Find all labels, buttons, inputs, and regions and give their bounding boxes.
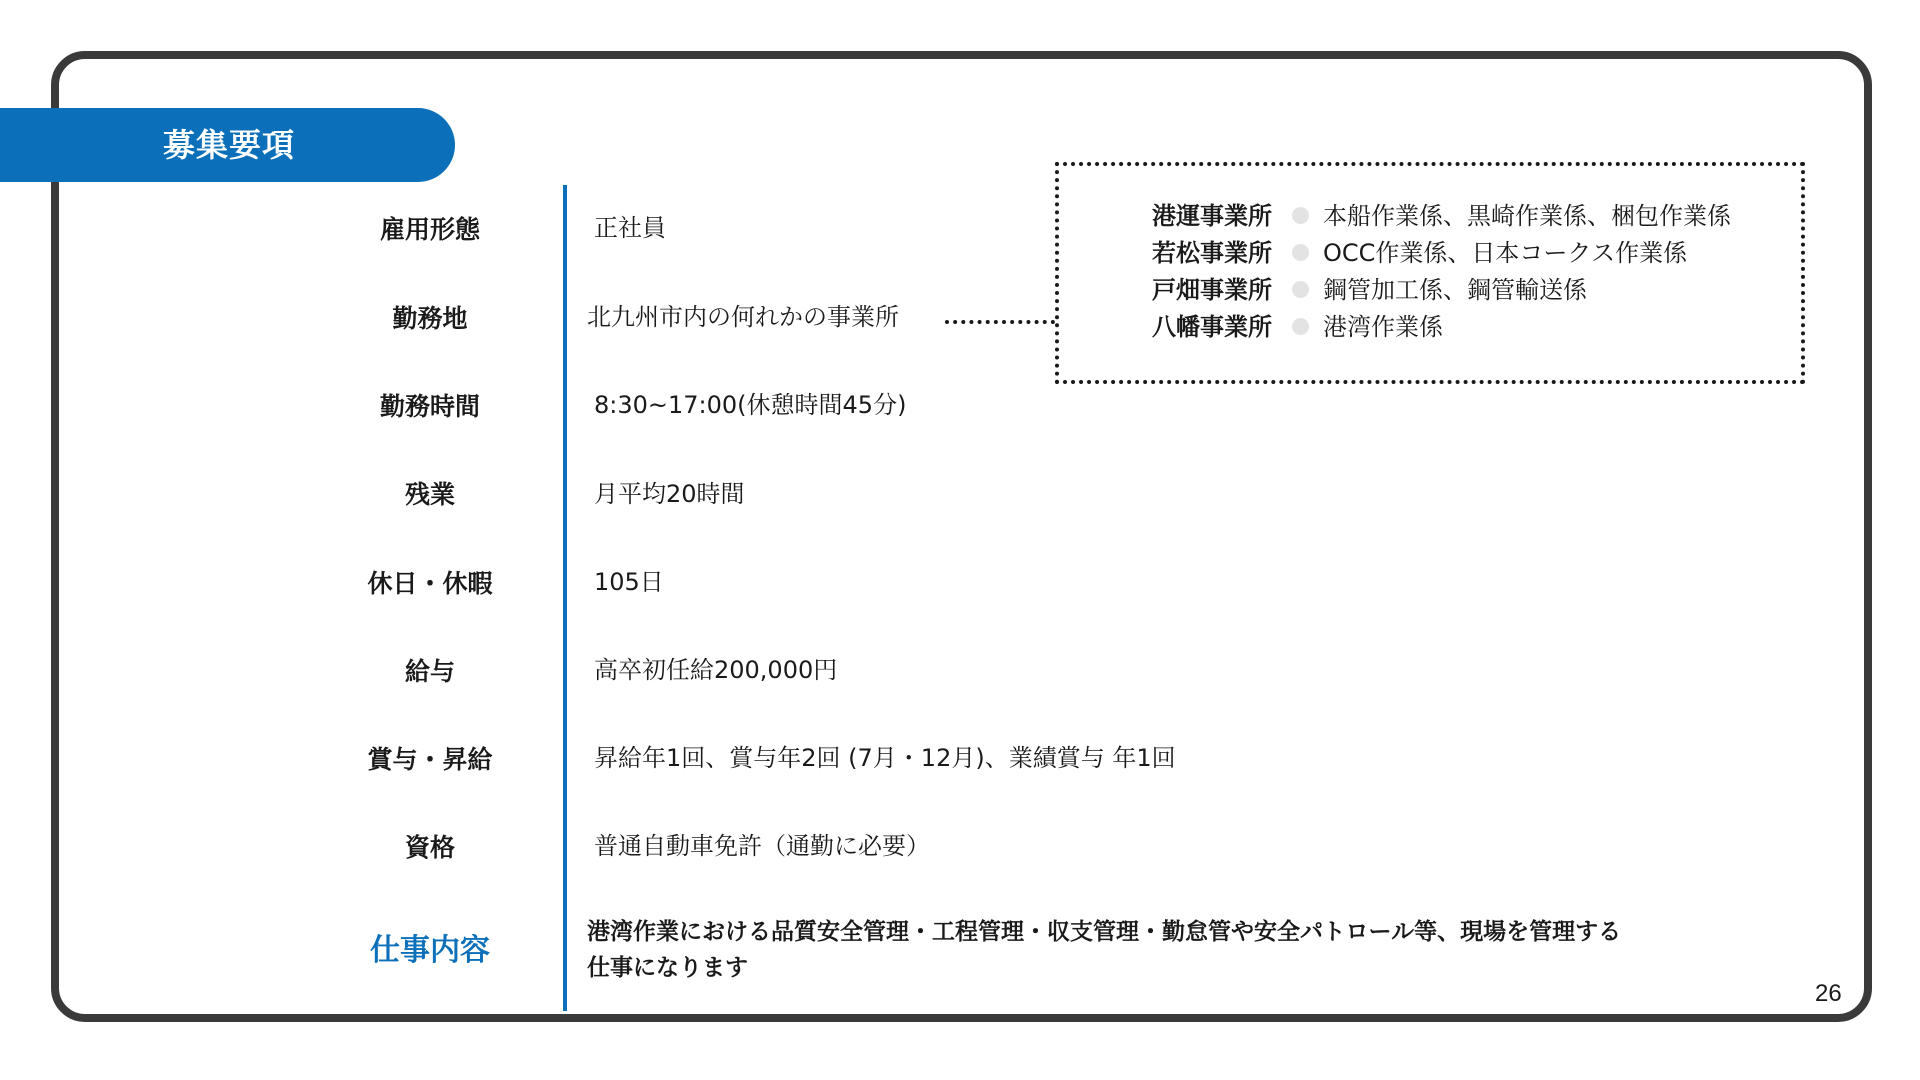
office-name: 港運事業所: [1152, 202, 1272, 230]
row-value-workplace: 北九州市内の何れかの事業所: [587, 303, 899, 331]
row-value-employment-type: 正社員: [594, 214, 666, 242]
office-jobs: 本船作業係、黒崎作業係、梱包作業係: [1323, 202, 1731, 230]
office-item: [1137, 272, 1587, 309]
office-item: [1137, 235, 1687, 272]
row-label-job-description: 仕事内容: [370, 933, 490, 968]
row-value-overtime: 月平均20時間: [594, 480, 745, 508]
row-label-bonus-raise: 賞与・昇給: [367, 745, 493, 774]
office-list-box: [1055, 162, 1805, 384]
bullet-dot-icon: [1292, 244, 1309, 261]
office-item: [1137, 309, 1443, 346]
office-jobs: 鋼管加工係、鋼管輸送係: [1323, 276, 1587, 304]
row-label-salary: 給与: [404, 657, 455, 686]
row-value-working-hours: 8:30~17:00(休憩時間45分): [594, 391, 907, 419]
divider-line: [563, 185, 567, 1011]
office-name: 戸畑事業所: [1152, 276, 1272, 304]
office-name: 若松事業所: [1152, 239, 1272, 267]
bullet-dot-icon: [1292, 281, 1309, 298]
row-label-holidays: 休日・休暇: [367, 569, 493, 598]
row-value-bonus-raise: 昇給年1回、賞与年2回 (7月・12月)、業績賞与 年1回: [594, 744, 1176, 772]
bullet-dot-icon: [1292, 318, 1309, 335]
row-value-job-description: 港湾作業における品質安全管理・工程管理・収支管理・勤怠管や安全パトロール等、現場を管理する仕事になります: [587, 919, 1622, 981]
office-jobs: 港湾作業係: [1323, 313, 1443, 341]
row-label-employment-type: 雇用形態: [379, 215, 480, 244]
row-value-qualification: 普通自動車免許（通勤に必要）: [594, 832, 930, 860]
section-title: 募集要項: [0, 108, 455, 182]
row-label-workplace: 勤務地: [392, 304, 468, 333]
row-value-holidays: 105日: [594, 568, 664, 596]
row-value-salary: 高卒初任給200,000円: [594, 656, 838, 684]
row-label-overtime: 残業: [404, 480, 455, 509]
office-jobs: OCC作業係、日本コークス作業係: [1323, 239, 1688, 267]
page-number: 26: [1815, 980, 1842, 1007]
workplace-connector: [945, 320, 1055, 324]
row-label-qualification: 資格: [404, 833, 455, 862]
office-name: 八幡事業所: [1152, 313, 1272, 341]
office-item: [1137, 198, 1731, 235]
bullet-dot-icon: [1292, 207, 1309, 224]
row-label-working-hours: 勤務時間: [379, 392, 480, 421]
